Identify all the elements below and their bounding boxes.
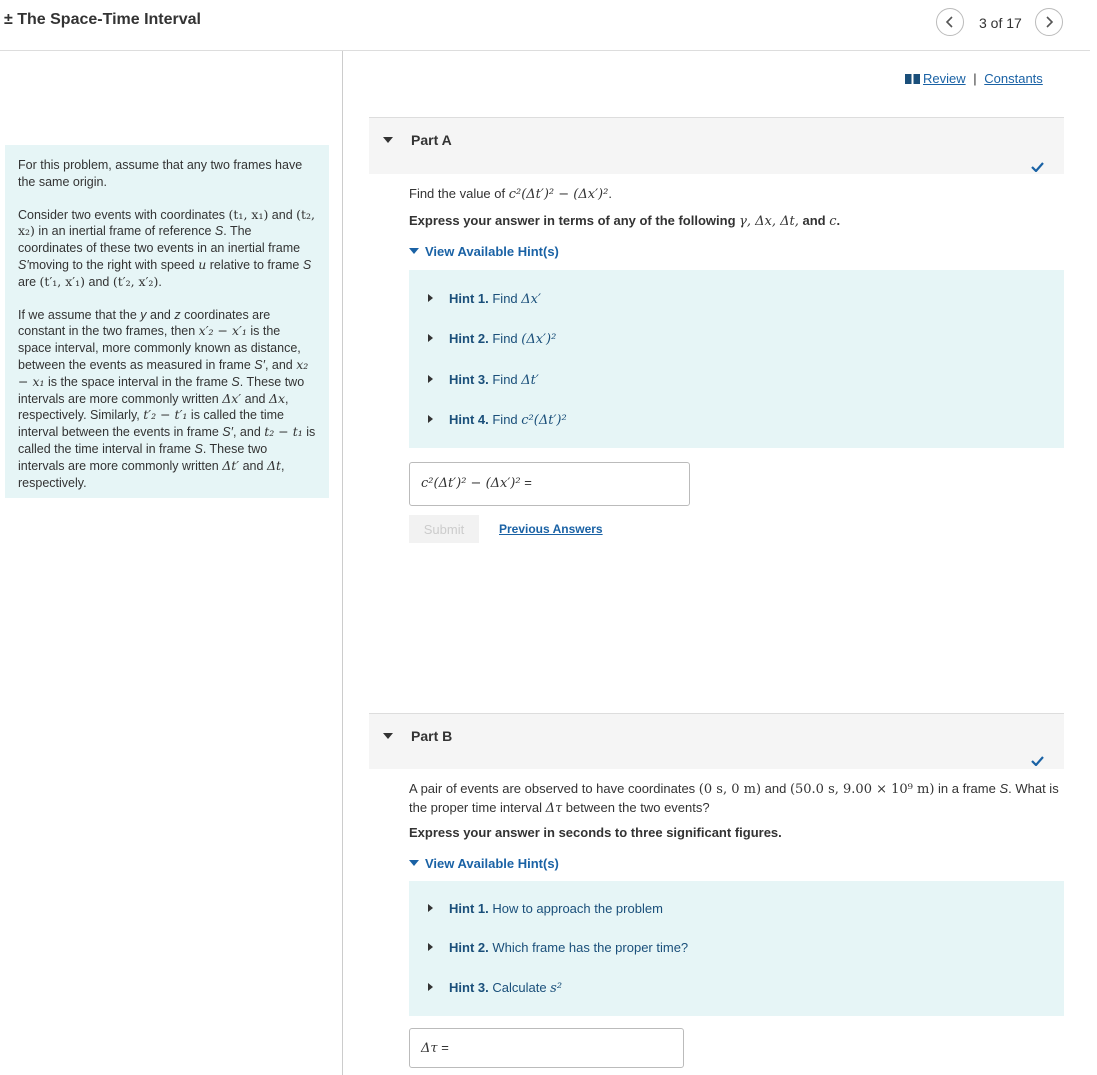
part-a-instruction: Express your answer in terms of any of the following γ, Δx, Δt, and c. bbox=[409, 213, 841, 229]
previous-item-button[interactable] bbox=[936, 8, 964, 36]
expand-caret-icon bbox=[428, 375, 433, 383]
hints-caret-icon bbox=[409, 860, 419, 866]
chevron-right-icon bbox=[1044, 16, 1054, 28]
checkmark-icon bbox=[1031, 756, 1044, 766]
hint-item[interactable]: Hint 3. Find Δt′ bbox=[428, 372, 539, 388]
part-a-question: Find the value of c²(Δt′)² − (Δx′)². bbox=[409, 186, 612, 202]
part-b-header[interactable] bbox=[369, 713, 1064, 769]
expand-caret-icon bbox=[428, 334, 433, 342]
chevron-left-icon bbox=[945, 16, 955, 28]
hint-item[interactable]: Hint 2. Which frame has the proper time? bbox=[428, 940, 688, 955]
review-link[interactable]: Review bbox=[923, 71, 966, 86]
intro-paragraph-1: For this problem, assume that any two frames have the same origin. bbox=[18, 158, 303, 189]
review-constants-links bbox=[905, 71, 1043, 86]
expand-caret-icon bbox=[428, 415, 433, 423]
hint-item[interactable]: Hint 1. Find Δx′ bbox=[428, 291, 541, 307]
submit-button[interactable]: Submit bbox=[409, 515, 479, 543]
expand-caret-icon bbox=[428, 904, 433, 912]
collapse-caret-icon bbox=[383, 733, 393, 739]
part-b-instruction: Express your answer in seconds to three significant figures. bbox=[409, 825, 782, 840]
part-b-hints-toggle[interactable]: View Available Hint(s) bbox=[409, 856, 559, 871]
checkmark-icon bbox=[1031, 162, 1044, 172]
part-b-question: A pair of events are observed to have coordinates (0 s, 0 m) and (50.0 s, 9.00 × 10⁹ m) in a frame S. What is the proper time interval Δτ between the two events? bbox=[409, 781, 1059, 816]
part-b-answer-input[interactable]: Δτ = bbox=[409, 1028, 684, 1068]
book-icon bbox=[905, 74, 920, 84]
part-b-label: Part B bbox=[411, 728, 453, 744]
part-b-hints-panel bbox=[409, 881, 1064, 1016]
part-a-header[interactable] bbox=[369, 117, 1064, 174]
expand-caret-icon bbox=[428, 983, 433, 991]
hint-item[interactable]: Hint 4. Find c²(Δt′)² bbox=[428, 412, 567, 428]
expand-caret-icon bbox=[428, 294, 433, 302]
assignment-title: ± The Space-Time Interval bbox=[4, 11, 201, 28]
answer-label: Δτ bbox=[421, 1041, 438, 1056]
problem-intro bbox=[5, 145, 329, 498]
expand-caret-icon bbox=[428, 943, 433, 951]
next-item-button[interactable] bbox=[1035, 8, 1063, 36]
links-separator: | bbox=[973, 71, 977, 86]
constants-link[interactable]: Constants bbox=[984, 71, 1043, 86]
item-pager: 3 of 17 bbox=[979, 15, 1022, 31]
hint-item[interactable]: Hint 2. Find (Δx′)² bbox=[428, 331, 556, 347]
answer-label: c²(Δt′)² − (Δx′)² bbox=[421, 476, 521, 491]
part-a-hints-panel bbox=[409, 270, 1064, 448]
previous-answers-link[interactable]: Previous Answers bbox=[499, 522, 603, 536]
part-a-answer-input[interactable]: c²(Δt′)² − (Δx′)² = bbox=[409, 462, 690, 506]
collapse-caret-icon bbox=[383, 137, 393, 143]
header bbox=[0, 0, 1090, 51]
part-a-label: Part A bbox=[411, 132, 452, 148]
part-a-hints-toggle[interactable]: View Available Hint(s) bbox=[409, 244, 559, 259]
intro-paragraph-3: If we assume that the y and z coordinates are constant in the two frames, then x′₂ − x′₁ is the space interval, more commonly known as distance, between the events as measured in frame S′, and x₂ − x₁ is the space interval in the frame S. These two intervals are more commonly written Δx′ and Δx, respectively. Similarly, t′₂ − t′₁ is called the time interval between the events in frame S′, and t₂ − t₁ is called the time interval in frame S. These two intervals are more commonly written Δt′ and Δt, respectively. bbox=[18, 307, 316, 490]
intro-paragraph-2: Consider two events with coordinates (t₁, x₁) and (t₂, x₂) in an inertial frame of reference S. The coordinates of these two events in an inertial frame S′moving to the right with speed u relative to frame S are (t′₁, x′₁) and (t′₂, x′₂). bbox=[18, 206, 316, 289]
panel-divider bbox=[342, 51, 343, 1075]
hints-caret-icon bbox=[409, 248, 419, 254]
hint-item[interactable]: Hint 3. Calculate s² bbox=[428, 980, 562, 996]
hint-item[interactable]: Hint 1. How to approach the problem bbox=[428, 901, 663, 916]
